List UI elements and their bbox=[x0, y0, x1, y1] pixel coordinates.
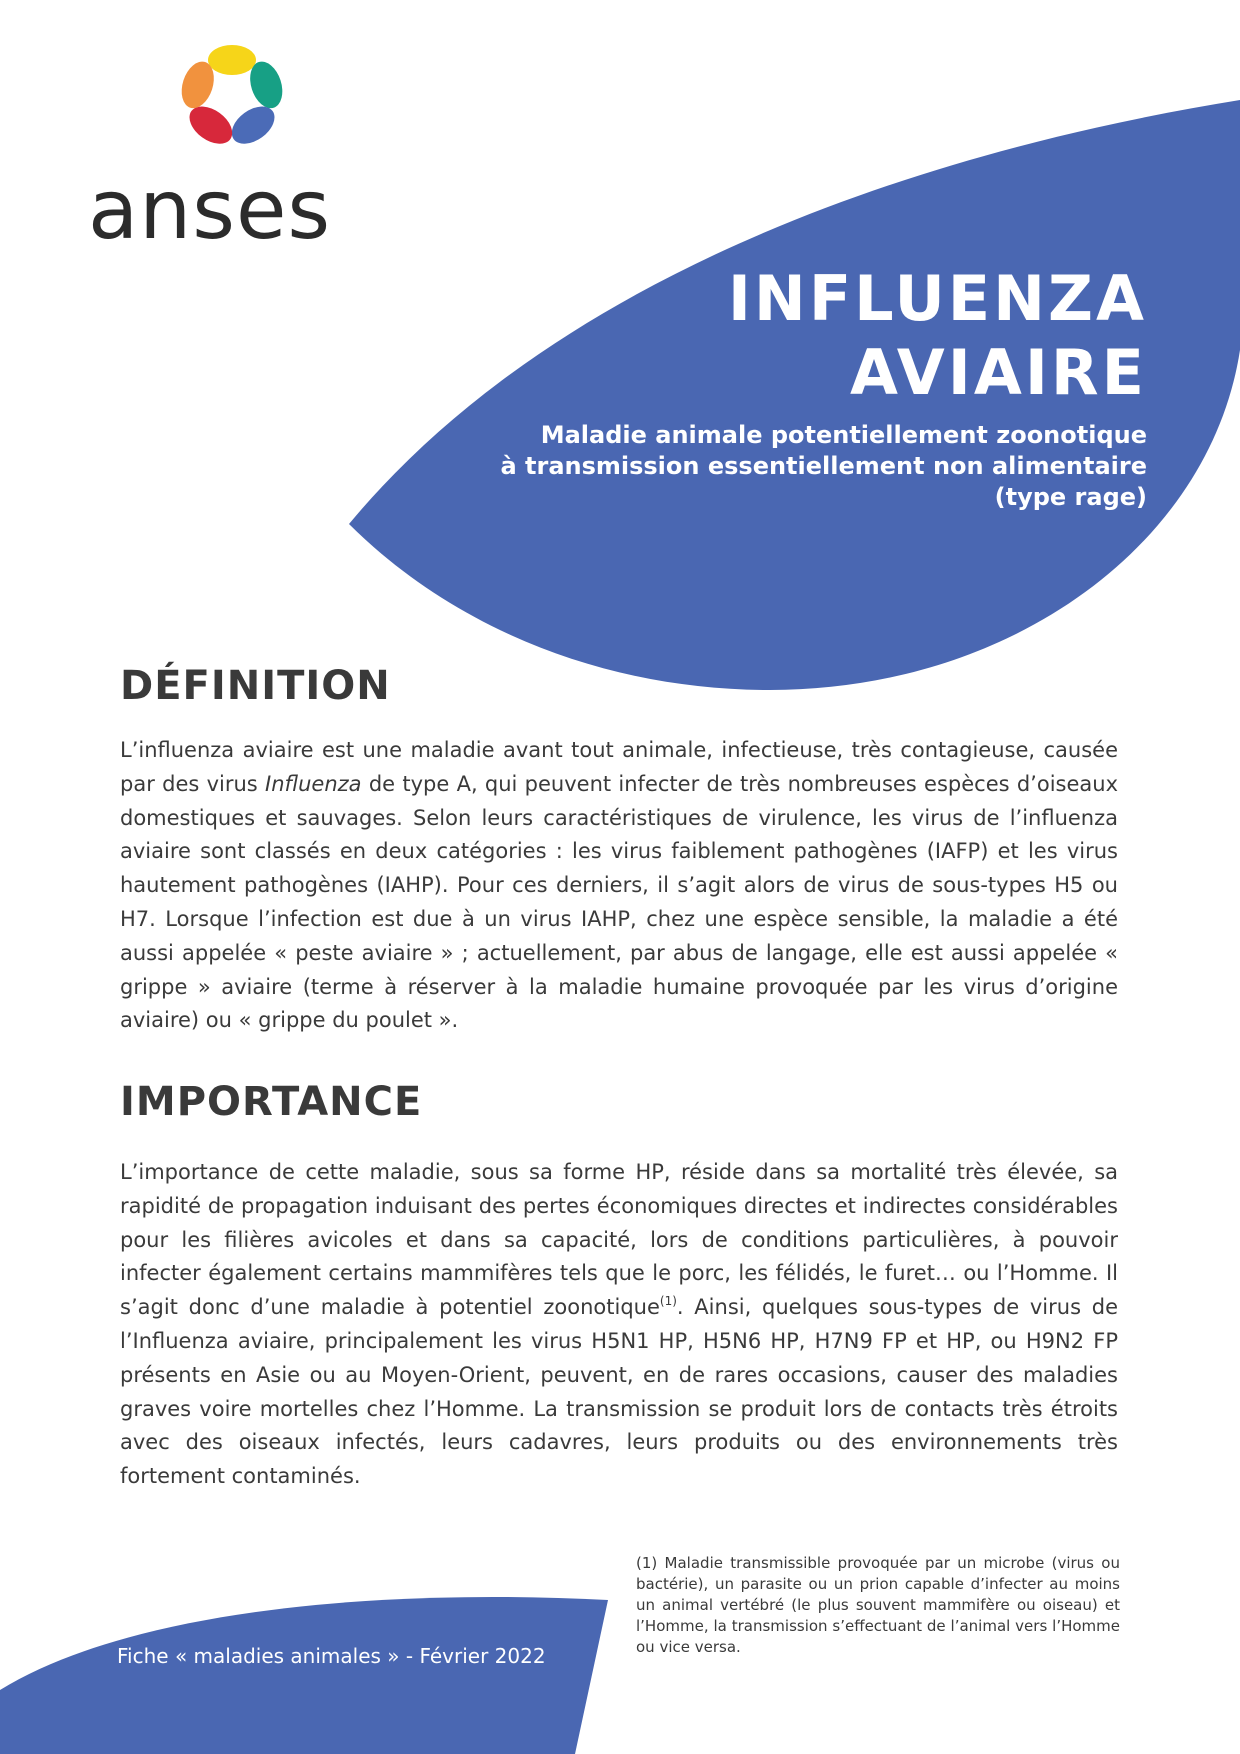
logo-petal-yellow bbox=[208, 43, 256, 75]
importance-heading: IMPORTANCE bbox=[120, 1079, 423, 1125]
anses-logo bbox=[88, 38, 378, 258]
footnote-reference: (1) bbox=[659, 1294, 677, 1309]
page-title bbox=[728, 262, 1147, 410]
page-subtitle bbox=[427, 420, 1147, 513]
footnote: (1) Maladie transmissible provoquée par un microbe (virus ou bactérie), un parasite ou un prion capable d’infecter au moins un animal vertébré (le plus souvent mammifère ou oiseau) et l’Homme, la transmission s’effectuant de l’animal vers l’Homme ou vice versa. bbox=[636, 1554, 1120, 1656]
definition-text-italic: Influenza bbox=[265, 771, 362, 796]
importance-text-end: . Ainsi, quelques sous-types de virus de l’Influenza aviaire, principalement les virus H5N1 HP, H5N6 HP, H7N9 FP et HP, ou H9N2 FP présents en Asie ou au Moyen-Orient, peuvent, en de rares occasions, causer des maladies graves voire mortelles chez l’Homme. La transmission se produit lors de contacts très étroits avec des oiseaux infectés, leurs cadavres, leurs produits ou des environnements très fortement contaminés. bbox=[120, 1295, 1119, 1489]
anses-logo-mark bbox=[88, 38, 378, 158]
definition-heading: DÉFINITION bbox=[120, 663, 391, 709]
definition-text-end: de type A, qui peuvent infecter de très nombreuses espèces d’oiseaux domestiques et sauvages. Selon leurs caractéristiques de virulence, les virus de l’influenza aviaire sont classés en deux catégories : les virus faiblement pathogènes (IAFP) et les virus hautement pathogènes (IAHP). Pour ces derniers, il s’agit alors de virus de sous-types H5 ou H7. Lorsque l’infection est due à un virus IAHP, chez une espèce sensible, la maladie a été aussi appelée « peste aviaire » ; actuellement, par abus de langage, elle est aussi appelée « grippe » aviaire (terme à réserver à la maladie humaine provoquée par les virus d’origine aviaire) ou « grippe du poulet ». bbox=[120, 771, 1118, 1033]
footer-label: Fiche « maladies animales » - Février 2022 bbox=[117, 1644, 546, 1668]
title-line-2: AVIAIRE bbox=[850, 336, 1147, 409]
footer-blue-shape bbox=[0, 1597, 608, 1754]
subtitle-line-1: Maladie animale potentiellement zoonotique bbox=[540, 421, 1147, 449]
subtitle-line-3: (type rage) bbox=[994, 483, 1147, 511]
importance-paragraph bbox=[120, 1156, 1118, 1494]
definition-paragraph bbox=[120, 734, 1118, 1038]
subtitle-line-2: à transmission essentiellement non alimentaire bbox=[500, 452, 1147, 480]
definition-text-start: L’influenza aviaire est une maladie avant tout animale, infectieuse, très contagieuse, causée par des virus bbox=[120, 738, 1118, 796]
importance-text-start: L’importance de cette maladie, sous sa forme HP, réside dans sa mortalité très élevée, sa rapidité de propagation induisant des pertes économiques directes et indirectes considérables pour les filières avicoles et dans sa capacité, lors de conditions particulières, à pouvoir infecter également certains mammifères tels que le porc, les félidés, le furet… ou l’Homme. Il s’agit donc d’une maladie à potentiel zoonotique bbox=[120, 1160, 1118, 1320]
logo-wordmark: anses bbox=[88, 163, 332, 258]
title-line-1: INFLUENZA bbox=[727, 262, 1147, 335]
